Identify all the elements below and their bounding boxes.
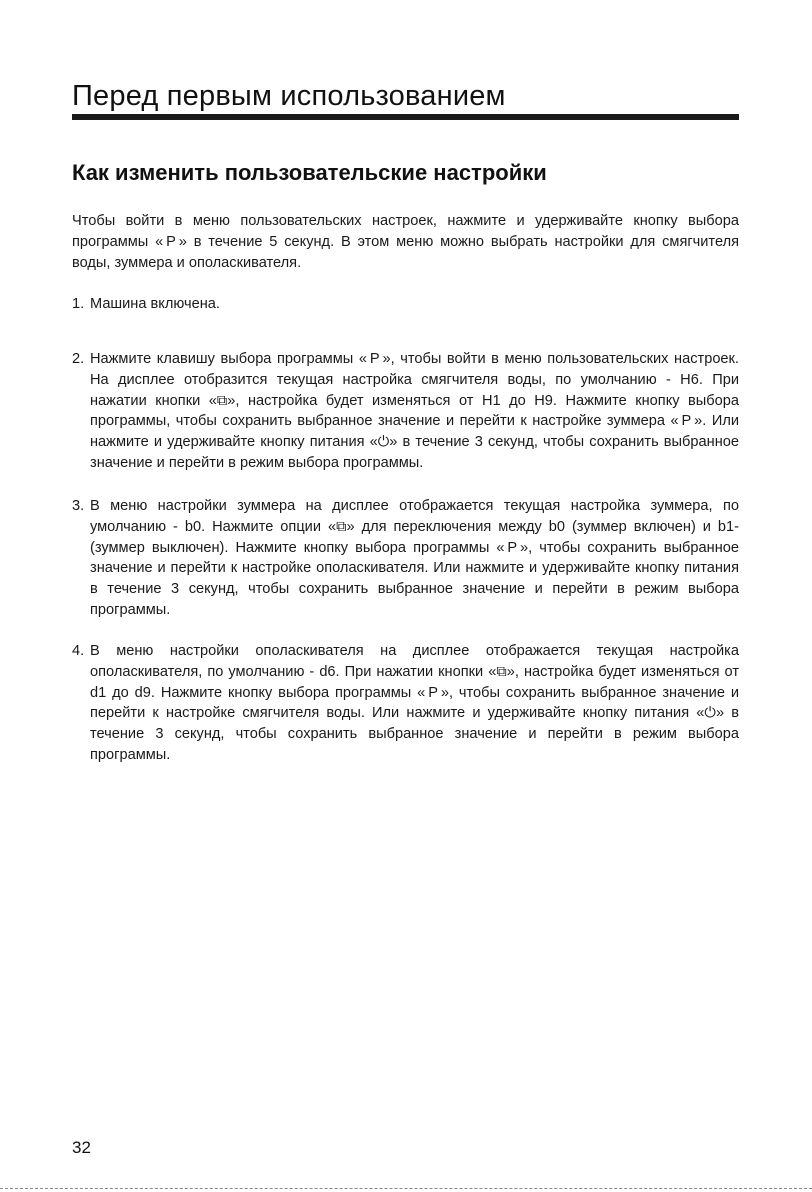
header-divider [72, 114, 739, 120]
list-item-text: В меню настройки зуммера на дисплее отображается текущая настройка зуммера, по умолчанию - b0. Нажмите опции «⧉» для переключения между b0 (зуммер включен) и b1- (зуммер выключен). Нажмите кнопку выбора программы « P », чтобы сохранить выбранное значение и перейти к настройке ополаскивателя. Или нажмите и удерживайте кнопку питания в течение 3 секунд, чтобы сохранить выбранное значение и перейти в режим выбора программы. [90, 498, 739, 618]
list-item [72, 349, 739, 474]
footer-divider [0, 1188, 812, 1189]
list-item-text: Нажмите клавишу выбора программы « P », чтобы войти в меню пользовательских настроек. На дисплее отобразится текущая настройка смягчителя воды, по умолчанию - H6. При нажатии кнопки «⧉», настройка будет изменяться от H1 до H9. Нажмите кнопку выбора программы, чтобы сохранить выбранное значение и перейти к настройке зуммера « P ». Или нажмите и удерживайте кнопку питания «⏻» в течение 3 секунд, чтобы сохранить выбранное значение и перейти в режим выбора программы. [90, 351, 739, 471]
page-header-title: Перед первым использованием [72, 80, 506, 112]
list-item [72, 294, 739, 315]
list-item-number: 2. [72, 351, 85, 367]
page-number: 32 [72, 1138, 91, 1157]
list-item-text: В меню настройки ополаскивателя на дисплее отображается текущая настройка ополаскивателя, по умолчанию - d6. При нажатии кнопки «⧉», настройка будет изменяться от d1 до d9. Нажмите кнопку выбора программы « P », чтобы сохранить выбранное значение и перейти к настройке смягчителя воды. Или нажмите и удерживайте кнопку питания «⏻» в течение 3 секунд, чтобы сохранить выбранное значение и перейти в режим выбора программы. [90, 643, 739, 763]
list-item-text: Машина включена. [90, 296, 220, 312]
intro-paragraph: Чтобы войти в меню пользовательских настроек, нажмите и удерживайте кнопку выбора программы « P » в течение 5 секунд. В этом меню можно выбрать настройки для смягчителя воды, зуммера и ополаскивателя. [72, 213, 739, 271]
section-title: Как изменить пользовательские настройки [72, 160, 547, 185]
list-item-number: 1. [72, 296, 85, 312]
list-item-number: 3. [72, 498, 85, 514]
list-item [72, 496, 739, 621]
list-item-number: 4. [72, 643, 85, 659]
list-item [72, 641, 739, 766]
